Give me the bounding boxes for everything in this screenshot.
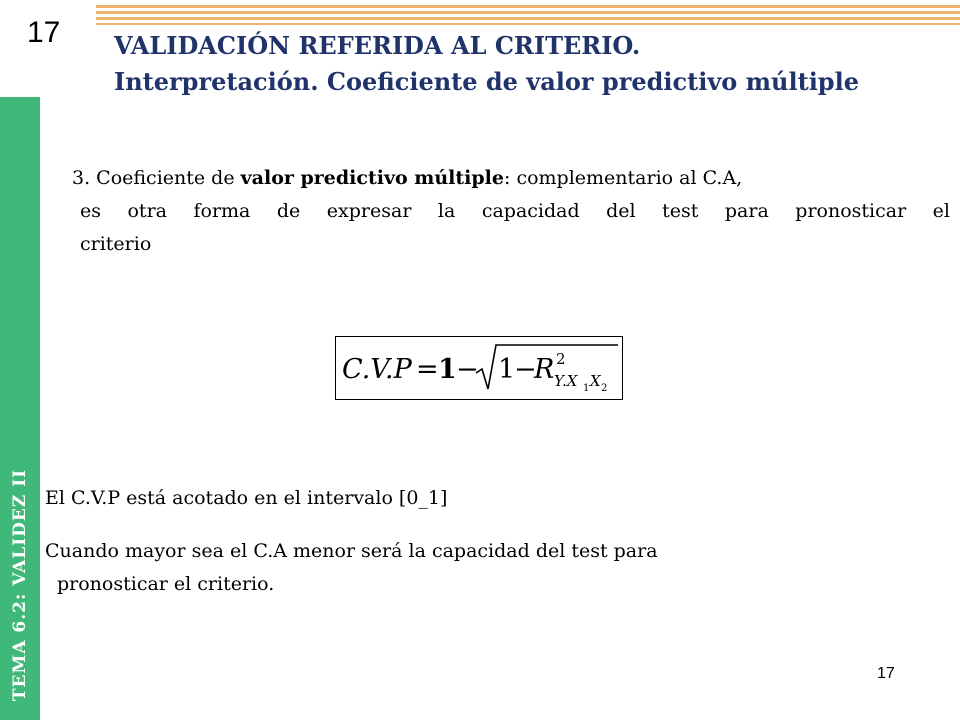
- slide-number-top: 17: [27, 16, 61, 49]
- definition-bold-term: valor predictivo múltiple: [240, 167, 504, 189]
- definition-line-1: [72, 162, 950, 195]
- formula-minus: −: [456, 354, 479, 385]
- definition-prefix: 3. Coeficiente de: [72, 167, 241, 189]
- interpretation-line-2: pronosticar el criterio.: [57, 573, 275, 595]
- formula-box: [335, 336, 623, 400]
- formula-R: R: [534, 354, 555, 385]
- formula-inner-one: 1: [498, 354, 516, 385]
- definition-suffix: : complementario al C.A,: [504, 167, 743, 189]
- paragraph-range: El C.V.P está acotado en el intervalo [0_1]: [45, 487, 448, 509]
- title-line-1: VALIDACIÓN REFERIDA AL CRITERIO.: [114, 31, 641, 60]
- formula-subscript-x2: X: [590, 372, 601, 390]
- formula-lhs: C.V.P: [342, 354, 412, 385]
- formula-inner-minus: −: [514, 354, 537, 385]
- definition-line-3: criterio: [80, 233, 152, 255]
- paragraph-definition: [72, 162, 950, 261]
- side-label: TEMA 6.2: VALIDEZ II: [10, 468, 30, 702]
- formula-subscript-1: 1: [583, 383, 590, 394]
- slide-number-bottom: 17: [877, 665, 895, 682]
- formula-cvp: [336, 337, 622, 399]
- formula-one: 1: [438, 354, 457, 385]
- formula-subscript-y: Y.X: [554, 372, 578, 390]
- formula-equals: =: [416, 354, 439, 385]
- definition-line-2: es otra forma de expresar la capacidad del test para pronosticar el: [80, 200, 950, 222]
- interpretation-line-1: Cuando mayor sea el C.A menor será la capacidad del test para: [45, 540, 658, 562]
- formula-subscript-2: 2: [601, 383, 608, 394]
- title-line-2: Interpretación. Coeficiente de valor predictivo múltiple: [114, 67, 859, 96]
- paragraph-interpretation: [45, 535, 905, 601]
- slide-title: [114, 28, 859, 100]
- formula-superscript: 2: [556, 350, 566, 368]
- top-decorative-stripe: [96, 5, 960, 25]
